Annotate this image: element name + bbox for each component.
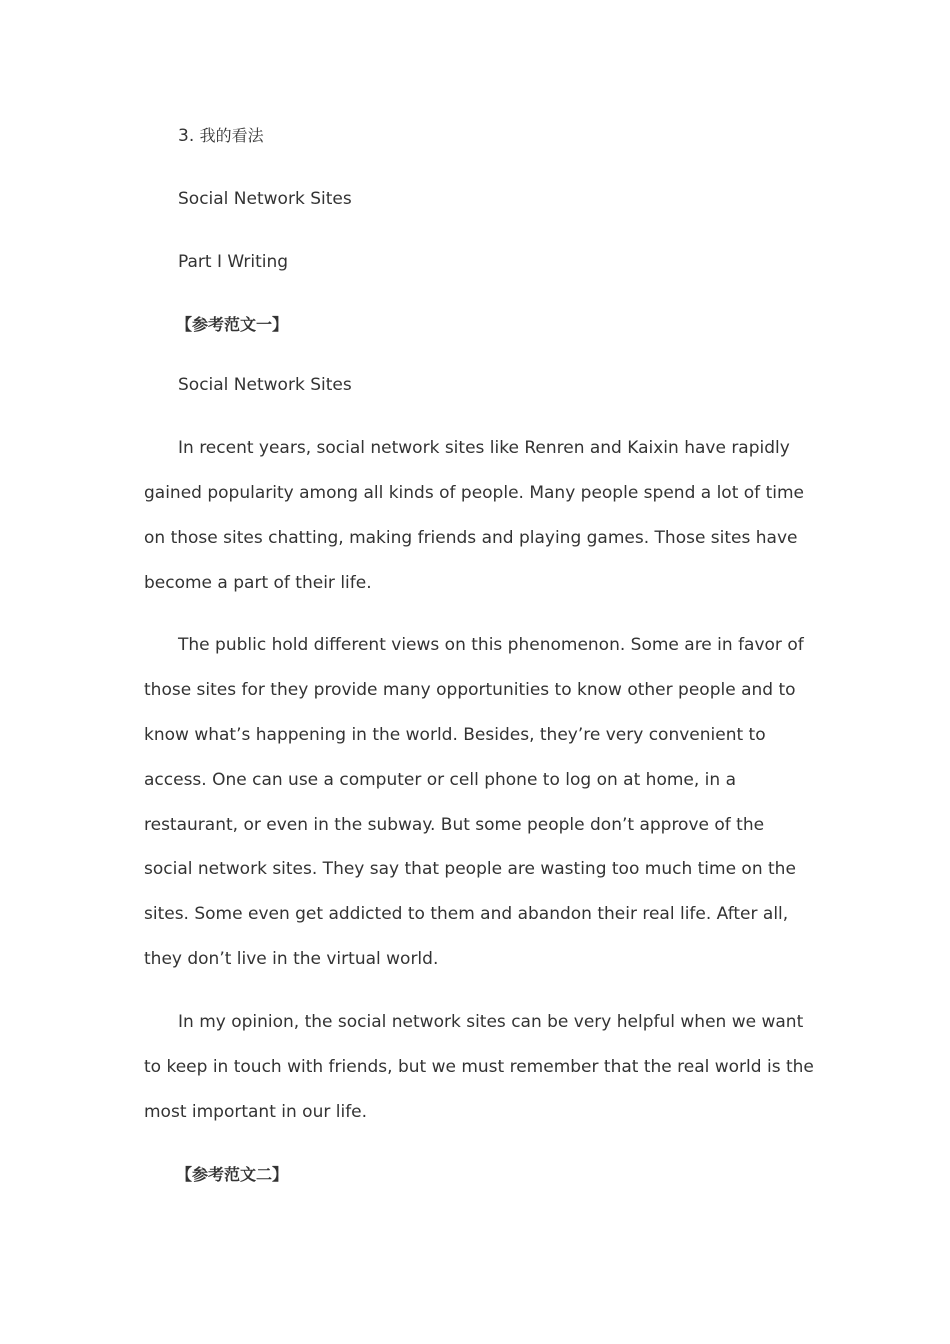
paragraph-2-line: social network sites. They say that people are wasting too much time on the bbox=[144, 859, 796, 879]
paragraph-2-line: The public hold different views on this phenomenon. Some are in favor of bbox=[178, 635, 804, 655]
topic-title: Social Network Sites bbox=[178, 189, 352, 209]
paragraph-2-line: those sites for they provide many opportunities to know other people and to bbox=[144, 680, 796, 700]
paragraph-1-line: In recent years, social network sites like Renren and Kaixin have rapidly bbox=[178, 438, 790, 458]
essay-title: Social Network Sites bbox=[178, 375, 352, 395]
part-label: Part I Writing bbox=[178, 252, 289, 272]
paragraph-2-line: restaurant, or even in the subway. But some people don’t approve of the bbox=[144, 815, 765, 835]
paragraph-2-line: they don’t live in the virtual world. bbox=[144, 949, 439, 969]
paragraph-2-line: know what’s happening in the world. Besides, they’re very convenient to bbox=[144, 725, 766, 745]
paragraph-1-line: gained popularity among all kinds of people. Many people spend a lot of time bbox=[144, 483, 804, 503]
paragraph-1-line: become a part of their life. bbox=[144, 573, 372, 593]
paragraph-3-line: to keep in touch with friends, but we must remember that the real world is the bbox=[144, 1057, 814, 1077]
paragraph-2-line: access. One can use a computer or cell phone to log on at home, in a bbox=[144, 770, 736, 790]
paragraph-2-line: sites. Some even get addicted to them and abandon their real life. After all, bbox=[144, 904, 789, 924]
section-title: 我的看法 bbox=[199, 126, 264, 145]
sample-one-heading: 【参考范文一】 bbox=[176, 315, 289, 334]
paragraph-1-line: on those sites chatting, making friends and playing games. Those sites have bbox=[144, 528, 798, 548]
section-number: 3. bbox=[178, 126, 195, 146]
paragraph-3-line: In my opinion, the social network sites can be very helpful when we want bbox=[178, 1012, 804, 1032]
section-heading bbox=[178, 124, 848, 148]
paragraph-3-line: most important in our life. bbox=[144, 1102, 368, 1122]
sample-two-heading: 【参考范文二】 bbox=[176, 1165, 289, 1184]
